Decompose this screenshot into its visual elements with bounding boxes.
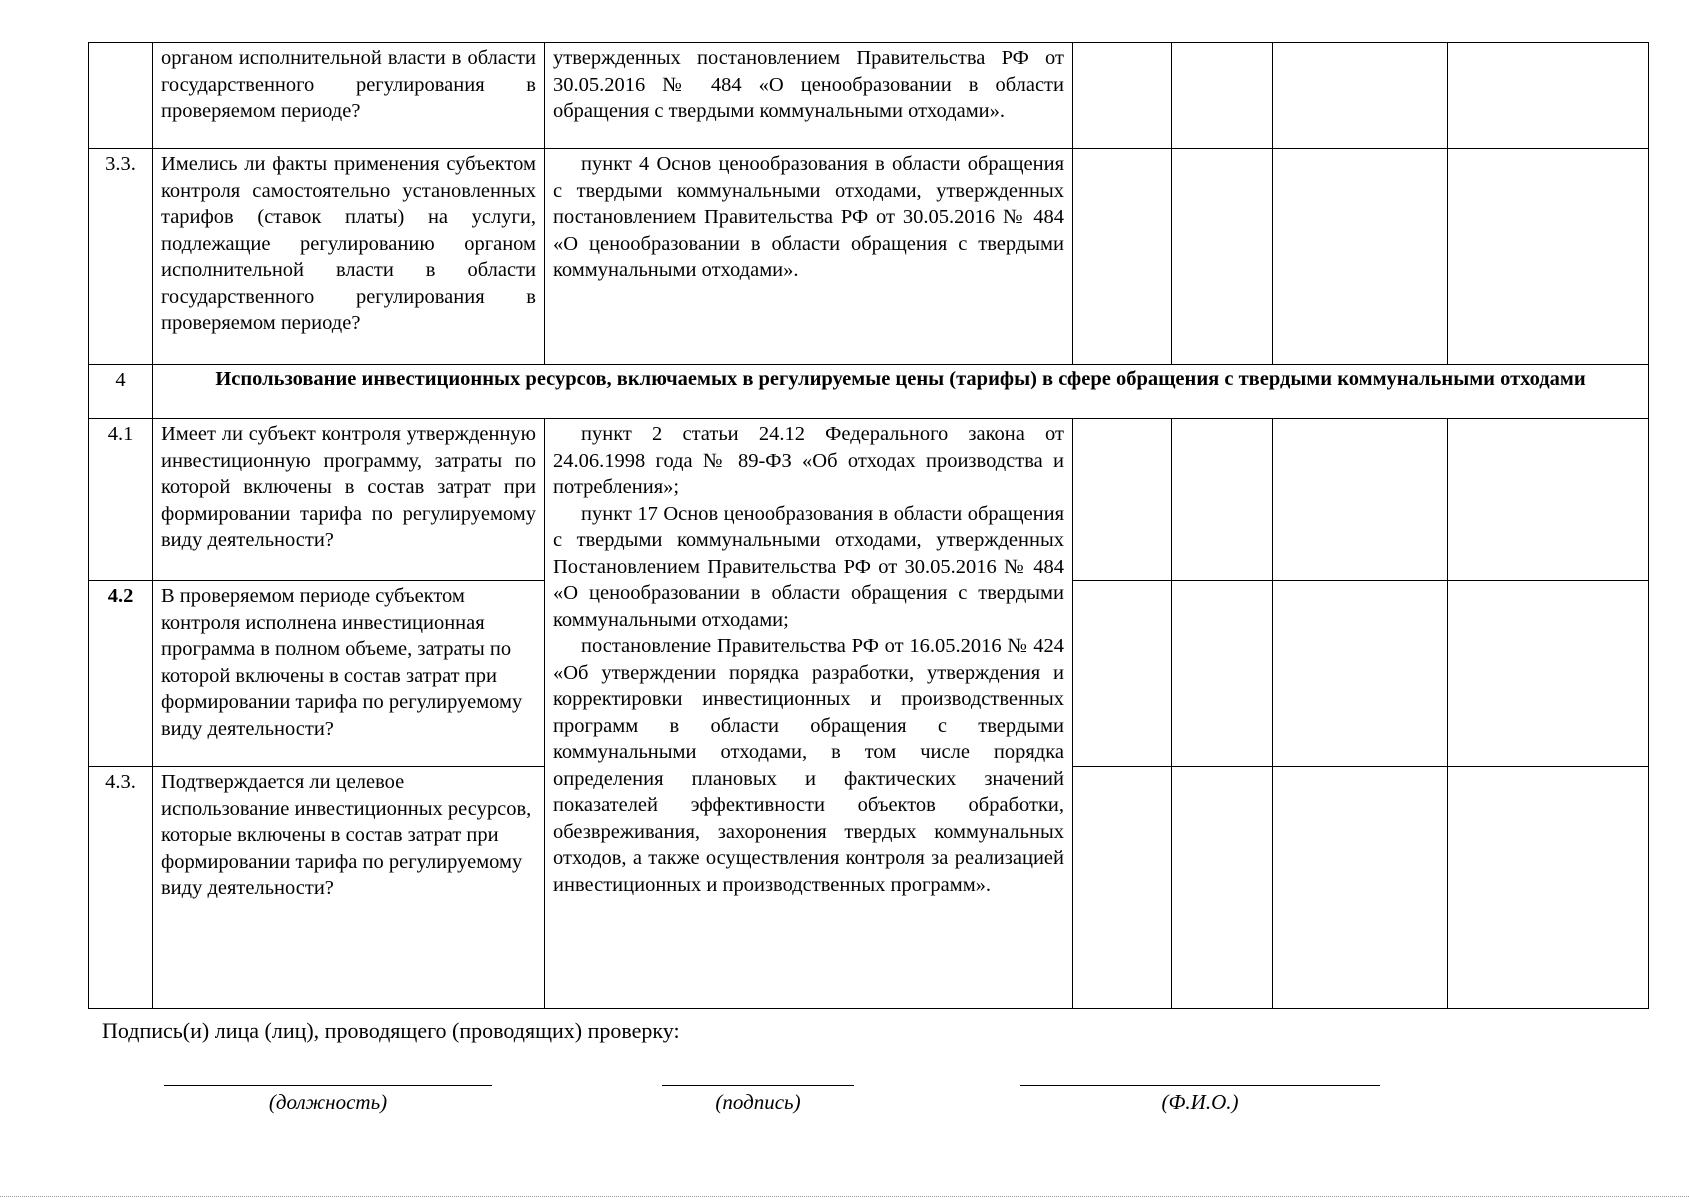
section-title: Использование инвестиционных ресурсов, включаемых в регулируемые цены (тарифы) в сфере обращения с твердыми коммунальными отходами [153, 365, 1649, 419]
answer-yes-cell [1073, 149, 1172, 365]
name-label: (Ф.И.О.) [1161, 1090, 1239, 1114]
answer-no-cell [1172, 767, 1273, 1009]
legal-basis-paragraph: пункт 2 статьи 24.12 Федерального закона от 24.06.1998 года № 89-ФЗ «Об отходах производства и потребления»; [553, 423, 1064, 498]
answer-not-applicable-cell [1273, 767, 1448, 1009]
legal-basis-text: пункт 4 Основ ценообразования в области обращения с твердыми коммунальными отходами, утвержденных постановлением Правительства РФ от 30.05.2016 № 484 «О ценообразовании в области обращения с твердыми коммунальными отходами». [553, 153, 1064, 281]
remarks-cell [1448, 581, 1649, 767]
remarks-cell [1448, 419, 1649, 581]
signature-caption: Подпись(и) лица (лиц), проводящего (проводящих) проверку: [102, 1018, 680, 1043]
row-number-cell: 3.3. [89, 149, 153, 365]
legal-basis-paragraph: пункт 17 Основ ценообразования в области обращения с твердыми коммунальными отходами, утвержденных Постановлением Правительства РФ от 30.05.2016 № 484 «О ценообразовании в области обращения с твердыми коммунальными отходами; [553, 502, 1064, 631]
answer-yes-cell [1073, 43, 1172, 149]
answer-yes-cell [1073, 581, 1172, 767]
legal-basis-paragraph: постановление Правительства РФ от 16.05.2016 № 424 «Об утверждении порядка разработки, утверждения и корректировки инвестиционных и производственных программ в области обращения с твердыми коммунальными отходами, в том числе порядка определения плановых и фактических значений показателей эффективности объектов обработки, обезвреживания, захоронения твердых коммунальных отходов, а также осуществления контроля за реализацией инвестиционных и производственных программ». [553, 635, 1064, 896]
checklist-table [88, 42, 1649, 1009]
question-cell: органом исполнительной власти в области государственного регулирования в проверяемом периоде? [153, 43, 545, 149]
row-number-cell: 4.3. [89, 767, 153, 1009]
legal-basis-cell: утвержденных постановлением Правительства РФ от 30.05.2016 № 484 «О ценообразовании в области обращения с твердыми коммунальными отходами». [545, 43, 1073, 149]
answer-no-cell [1172, 149, 1273, 365]
answer-no-cell [1172, 419, 1273, 581]
signature-line [662, 1085, 854, 1086]
page-edge-dots [0, 1196, 1689, 1197]
table-row-4-1 [89, 419, 1649, 581]
answer-not-applicable-cell [1273, 43, 1448, 149]
legal-basis-cell [545, 419, 1073, 1009]
row-number-cell: 4.1 [89, 419, 153, 581]
answer-yes-cell [1073, 419, 1172, 581]
question-cell: Подтверждается ли целевое использование инвестиционных ресурсов, которые включены в состав затрат при формировании тарифа по регулируемому виду деятельности? [153, 767, 545, 1009]
position-line [164, 1085, 492, 1086]
position-label: (должность) [268, 1090, 388, 1114]
row-number-cell: 4.2 [89, 581, 153, 767]
row-number-cell [89, 43, 153, 149]
signature-label: (подпись) [715, 1090, 801, 1114]
legal-basis-cell [545, 149, 1073, 365]
answer-not-applicable-cell [1273, 149, 1448, 365]
table-row-3-2-continuation [89, 43, 1649, 149]
answer-no-cell [1172, 581, 1273, 767]
remarks-cell [1448, 43, 1649, 149]
name-line [1020, 1085, 1380, 1086]
question-cell: Имелись ли факты применения субъектом контроля самостоятельно установленных тарифов (ставок платы) на услуги, подлежащие регулированию органом исполнительной власти в области государственного регулирования в проверяемом периоде? [153, 149, 545, 365]
section-number-cell: 4 [89, 365, 153, 419]
remarks-cell [1448, 149, 1649, 365]
answer-yes-cell [1073, 767, 1172, 1009]
question-cell: Имеет ли субъект контроля утвержденную инвестиционную программу, затраты по которой включены в состав затрат при формировании тарифа по регулируемому виду деятельности? [153, 419, 545, 581]
answer-no-cell [1172, 43, 1273, 149]
table-row-3-3 [89, 149, 1649, 365]
section-header-row-4 [89, 365, 1649, 419]
remarks-cell [1448, 767, 1649, 1009]
question-cell: В проверяемом периоде субъектом контроля исполнена инвестиционная программа в полном объеме, затраты по которой включены в состав затрат при формировании тарифа по регулируемому виду деятельности? [153, 581, 545, 767]
answer-not-applicable-cell [1273, 419, 1448, 581]
answer-not-applicable-cell [1273, 581, 1448, 767]
